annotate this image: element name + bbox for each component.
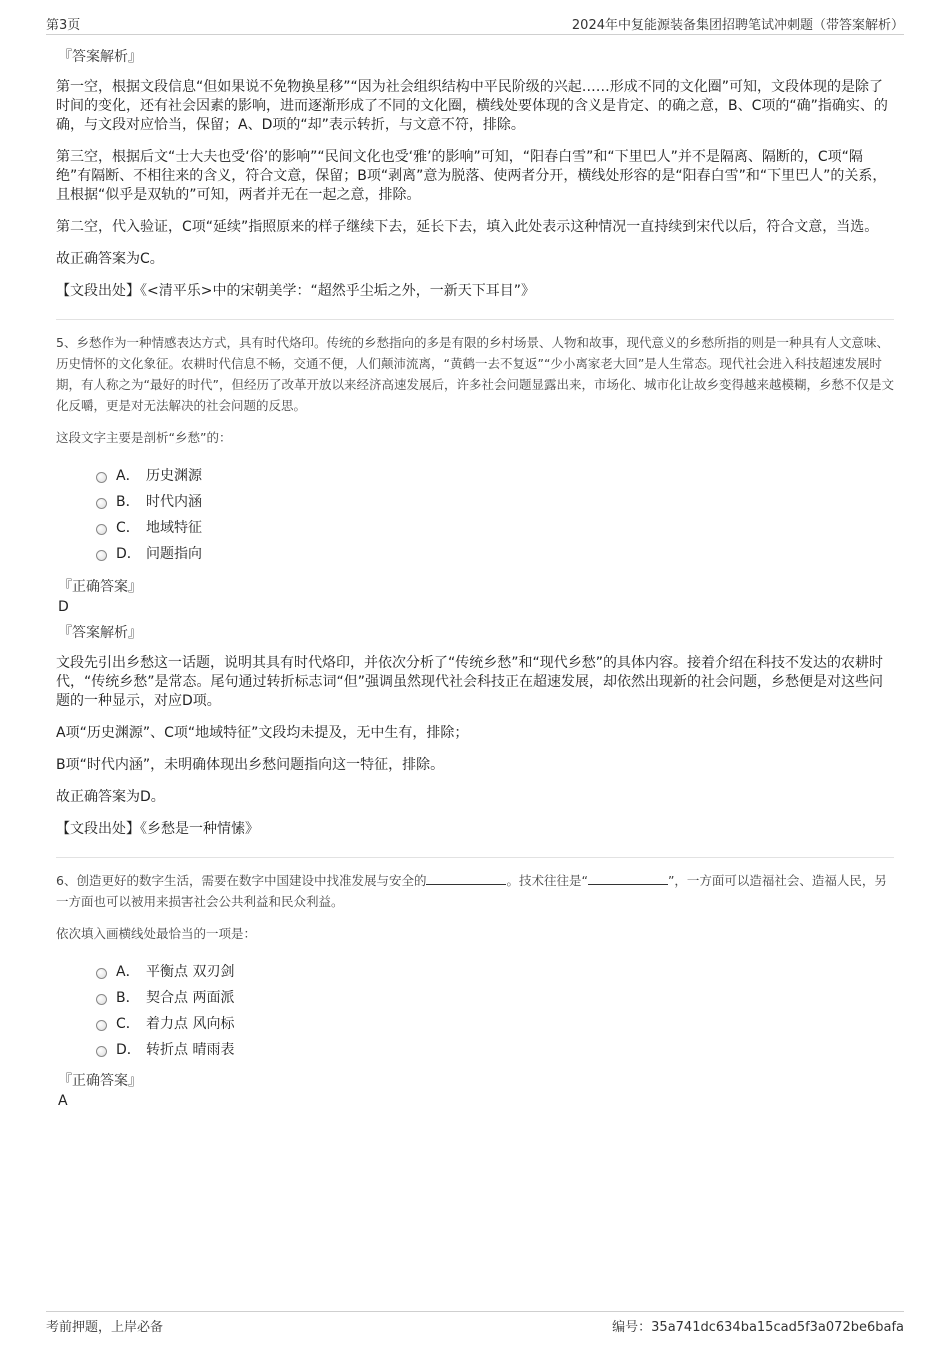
question-prompt: 这段文字主要是剖析“乡愁”的： (56, 430, 232, 445)
correct-answer: D (58, 599, 69, 615)
radio-icon[interactable] (96, 1046, 107, 1057)
question-stem: 6、创造更好的数字生活，需要在数字中国建设中找准发展与安全的 。技术往往是“ ”，一方面可以造福社会、造福人民，另一方面也可以被用来损害社会公共利益和民众利益。 (56, 873, 887, 909)
radio-icon[interactable] (96, 1020, 107, 1031)
option-c[interactable]: C． 着力点 风向标 (96, 1010, 894, 1036)
footer-slogan: 考前押题，上岸必备 (46, 1320, 164, 1335)
radio-icon[interactable] (96, 498, 107, 509)
correct-answer-label: 『正确答案』 (58, 579, 142, 595)
page-number: 第3页 (46, 18, 81, 33)
page-header (46, 12, 904, 35)
option-b[interactable]: B． 时代内涵 (96, 488, 894, 514)
analysis-conclusion: 故正确答案为C。 (56, 251, 164, 267)
option-c[interactable]: C． 地域特征 (96, 514, 894, 540)
question-prompt: 依次填入画横线处最恰当的一项是： (56, 926, 257, 941)
page-content (56, 46, 894, 1110)
serial-number: 编号：35a741dc634ba15cad5f3a072be6bafa (612, 1320, 904, 1335)
analysis-paragraph: 第三空，根据后文“士大夫也受‘俗’的影响”“民间文化也受‘雅’的影响”可知，“阳春白雪”和“下里巴人”并不是隔离、隔断的，C项“隔绝”有隔断、不相往来的含义，符合文意，保留；B项“剥离”意为脱落、使两者分开，横线处形容的是“阳春白雪”和“下里巴人”的关系，且根据“似乎是双轨的”可知，两者并无在一起之意，排除。 (56, 149, 887, 203)
option-a[interactable]: A． 平衡点 双刃剑 (96, 958, 894, 984)
analysis-paragraph: A项“历史渊源”、C项“地域特征”文段均未提及，无中生有，排除； (56, 725, 469, 741)
analysis-paragraph: 第二空，代入验证，C项“延续”指照原来的样子继续下去，延长下去，填入此处表示这种情况一直持续到宋代以后，符合文意，当选。 (56, 219, 879, 235)
radio-icon[interactable] (96, 550, 107, 561)
analysis-conclusion: 故正确答案为D。 (56, 789, 165, 805)
divider (56, 319, 894, 320)
radio-icon[interactable] (96, 524, 107, 535)
analysis-paragraph: B项“时代内涵”，未明确体现出乡愁问题指向这一特征，排除。 (56, 757, 445, 773)
option-d[interactable]: D． 问题指向 (96, 540, 894, 566)
question-6 (56, 870, 894, 1110)
analysis-paragraph: 第一空，根据文段信息“但如果说不免物换星移”“因为社会组织结构中平民阶级的兴起……形成不同的文化圈”可知，文段体现的是除了时间的变化，还有社会因素的影响，进而逐渐形成了不同的文化圈，横线处要体现的含义是肯定、的确之意，B、C项的“确”指确实、的确，与文段对应恰当，保留；A、D项的“却”表示转折，与文意不符，排除。 (56, 79, 888, 133)
fill-blank (588, 872, 668, 885)
correct-answer: A (58, 1093, 68, 1109)
option-a[interactable]: A． 历史渊源 (96, 462, 894, 488)
option-b[interactable]: B． 契合点 两面派 (96, 984, 894, 1010)
option-list (96, 958, 894, 1062)
option-list (96, 462, 894, 566)
divider (56, 857, 894, 858)
radio-icon[interactable] (96, 968, 107, 979)
question-5 (56, 332, 894, 839)
analysis-label: 『答案解析』 (58, 625, 142, 641)
document-title: 2024年中复能源装备集团招聘笔试冲刺题（带答案解析） (571, 18, 904, 33)
fill-blank (426, 872, 506, 885)
correct-answer-label: 『正确答案』 (58, 1073, 142, 1089)
q4-analysis (56, 46, 894, 301)
radio-icon[interactable] (96, 994, 107, 1005)
analysis-paragraph: 文段先引出乡愁这一话题，说明其具有时代烙印，并依次分析了“传统乡愁”和“现代乡愁”的具体内容。接着介绍在科技不发达的农耕时代，“传统乡愁”是常态。尾句通过转折标志词“但”强调虽然现代社会科技正在超速发展，却依然出现新的社会问题，乡愁便是对这些问题的一种显示，对应D项。 (56, 655, 884, 709)
passage-source: 【文段出处】《乡愁是一种情愫》 (56, 821, 259, 837)
passage-source: 【文段出处】《<清平乐>中的宋朝美学：“超然乎尘垢之外，一新天下耳目”》 (56, 283, 535, 299)
option-d[interactable]: D． 转折点 晴雨表 (96, 1036, 894, 1062)
radio-icon[interactable] (96, 472, 107, 483)
question-stem: 5、乡愁作为一种情感表达方式，具有时代烙印。传统的乡愁指向的多是有限的乡村场景、人物和故事，现代意义的乡愁所指的则是一种具有人文意味、历史情怀的文化象征。农耕时代信息不畅，交通不便，人们颠沛流离，“黄鹤一去不复返”“少小离家老大回”是人生常态。现代社会进入科技超速发展时期，有人称之为“最好的时代”，但经历了改革开放以来经济高速发展后，许多社会问题显露出来，市场化、城市化让故乡变得越来越模糊，乡愁不仅是文化反嚼，更是对无法解决的社会问题的反思。 (56, 335, 894, 413)
analysis-label: 『答案解析』 (58, 49, 142, 65)
page-footer (46, 1311, 904, 1336)
